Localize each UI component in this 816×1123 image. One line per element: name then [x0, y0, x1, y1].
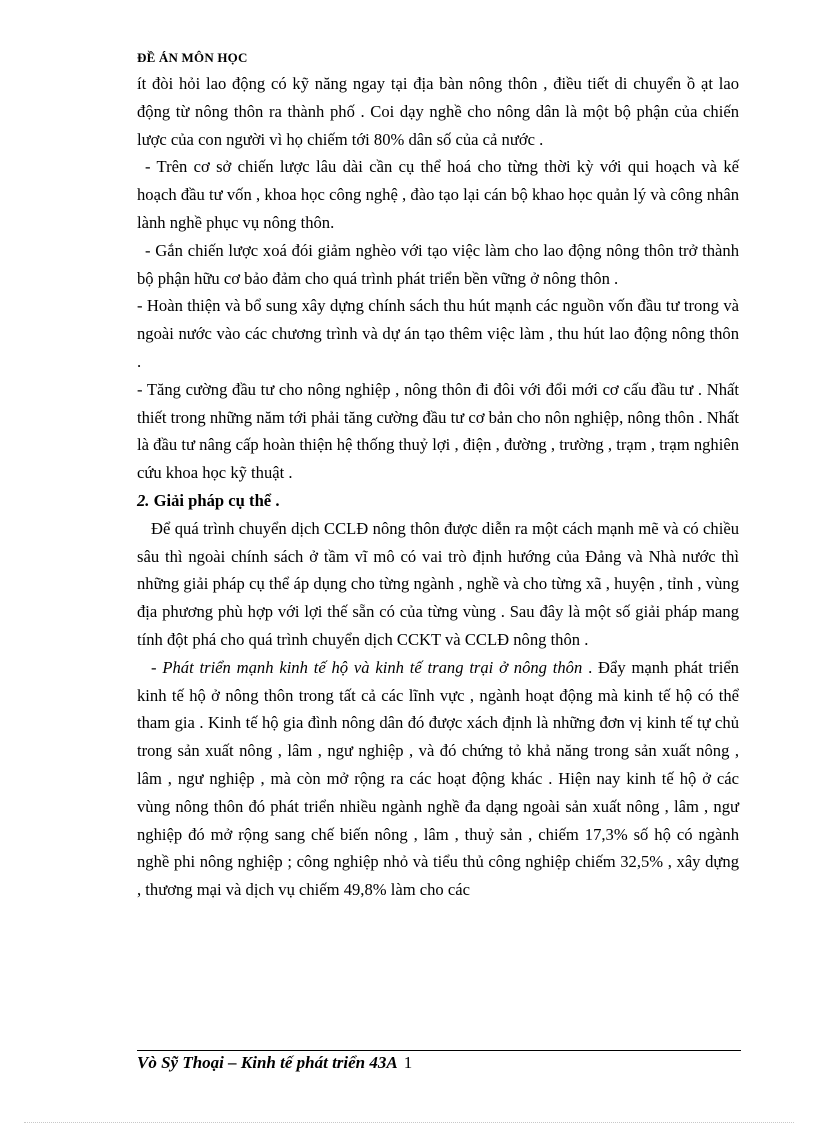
running-header: ĐỀ ÁN MÔN HỌC	[137, 50, 248, 65]
paragraph: - Hoàn thiện và bổ sung xây dựng chính sách thu hút mạnh các nguồn vốn đầu tư trong và ngoài nước vào các chương trình và dự án tạo thêm việc làm , thu hút lao động nông thôn .	[137, 296, 739, 371]
paragraph: - Gắn chiến lược xoá đói giảm nghèo với tạo việc làm cho lao động nông thôn trở thành bộ phận hữu cơ bảo đảm cho quá trình phát triển bền vững ở nông thôn .	[137, 240, 739, 288]
page-number: 1	[403, 1053, 413, 1072]
document-body	[137, 70, 739, 904]
paragraph: - Trên cơ sở chiến lược lâu dài cần cụ thể hoá cho từng thời kỳ với qui hoạch và kế hoạch đầu tư vốn , khoa học công nghệ , đào tạo lại cán bộ khao học quản lý và công nhân lành nghề phục vụ nông thôn.	[137, 157, 739, 232]
list-dash: -	[151, 657, 163, 677]
section-title: Giải pháp cụ thể .	[149, 490, 280, 510]
italic-phrase: Phát triển mạnh kinh tế hộ và kinh tế trang trại ở nông thôn	[162, 657, 583, 677]
footer-text: Vò Sỹ Thoại – Kinh tế phát triển 43A	[137, 1053, 398, 1072]
footer-rule	[137, 1050, 741, 1051]
paragraph: ít đòi hỏi lao động có kỹ năng ngay tại địa bàn nông thôn , điều tiết di chuyển ồ ạt lao động từ nông thôn ra thành phố . Coi dạy nghề cho nông dân là một bộ phận của chiến lược của con người vì họ chiếm tới 80% dân số của cả nước .	[137, 74, 739, 149]
running-footer	[137, 1053, 412, 1073]
paragraph: Để quá trình chuyển dịch CCLĐ nông thôn được diễn ra một cách mạnh mẽ và có chiều sâu thì ngoài chính sách ở tầm vĩ mô có vai trò định hướng của Đảng và Nhà nước thì những giải pháp cụ thể áp dụng cho từng ngành , nghề và cho từng xã , huyện , tỉnh , vùng địa phương phù hợp với lợi thế sẵn có của từng vùng . Sau đây là một số giải pháp mang tính đột phá cho quá trình chuyển dịch CCKT và CCLĐ nông thôn .	[137, 518, 739, 649]
section-number: 2.	[137, 490, 150, 510]
section-heading	[137, 487, 739, 515]
paragraph: - Tăng cường đầu tư cho nông nghiệp , nông thôn đi đôi với đổi mới cơ cấu đầu tư . Nhất thiết trong những năm tới phải tăng cường đầu tư cơ bản cho nôn nghiệp, nông thôn . Nhất là đầu tư nâng cấp hoàn thiện hệ thống thuỷ lợi , điện , đường , trường , trạm , trạm nghiên cứu khoa học kỹ thuật .	[137, 379, 739, 483]
paragraph-text: . Đẩy mạnh phát triển kinh tế hộ ở nông thôn trong tất cả các lĩnh vực , ngành hoạt động mà kinh tế hộ có thể tham gia . Kinh tế hộ gia đình nông dân đó được xách định là những đơn vị kinh tế tự chủ trong sản xuất nông , lâm , ngư nghiệp , và đó chứng tỏ khả năng trong sản xuất nông , lâm , ngư nghiệp , mà còn mở rộng ra các hoạt động khác . Hiện nay kinh tế hộ ở các vùng nông thôn đó phát triển nhiều ngành nghề đa dạng ngoài sản xuất nông , lâm , ngư nghiệp đó mở rộng sang chế biến nông , lâm , thuỷ sản , chiếm 17,3% số hộ có ngành nghề phi nông nghiệp ; công nghiệp nhỏ và tiểu thủ công nghiệp chiếm 32,5% , xây dựng , thương mại và dịch vụ chiếm 49,8% làm cho các	[137, 657, 739, 900]
paragraph	[137, 654, 739, 904]
